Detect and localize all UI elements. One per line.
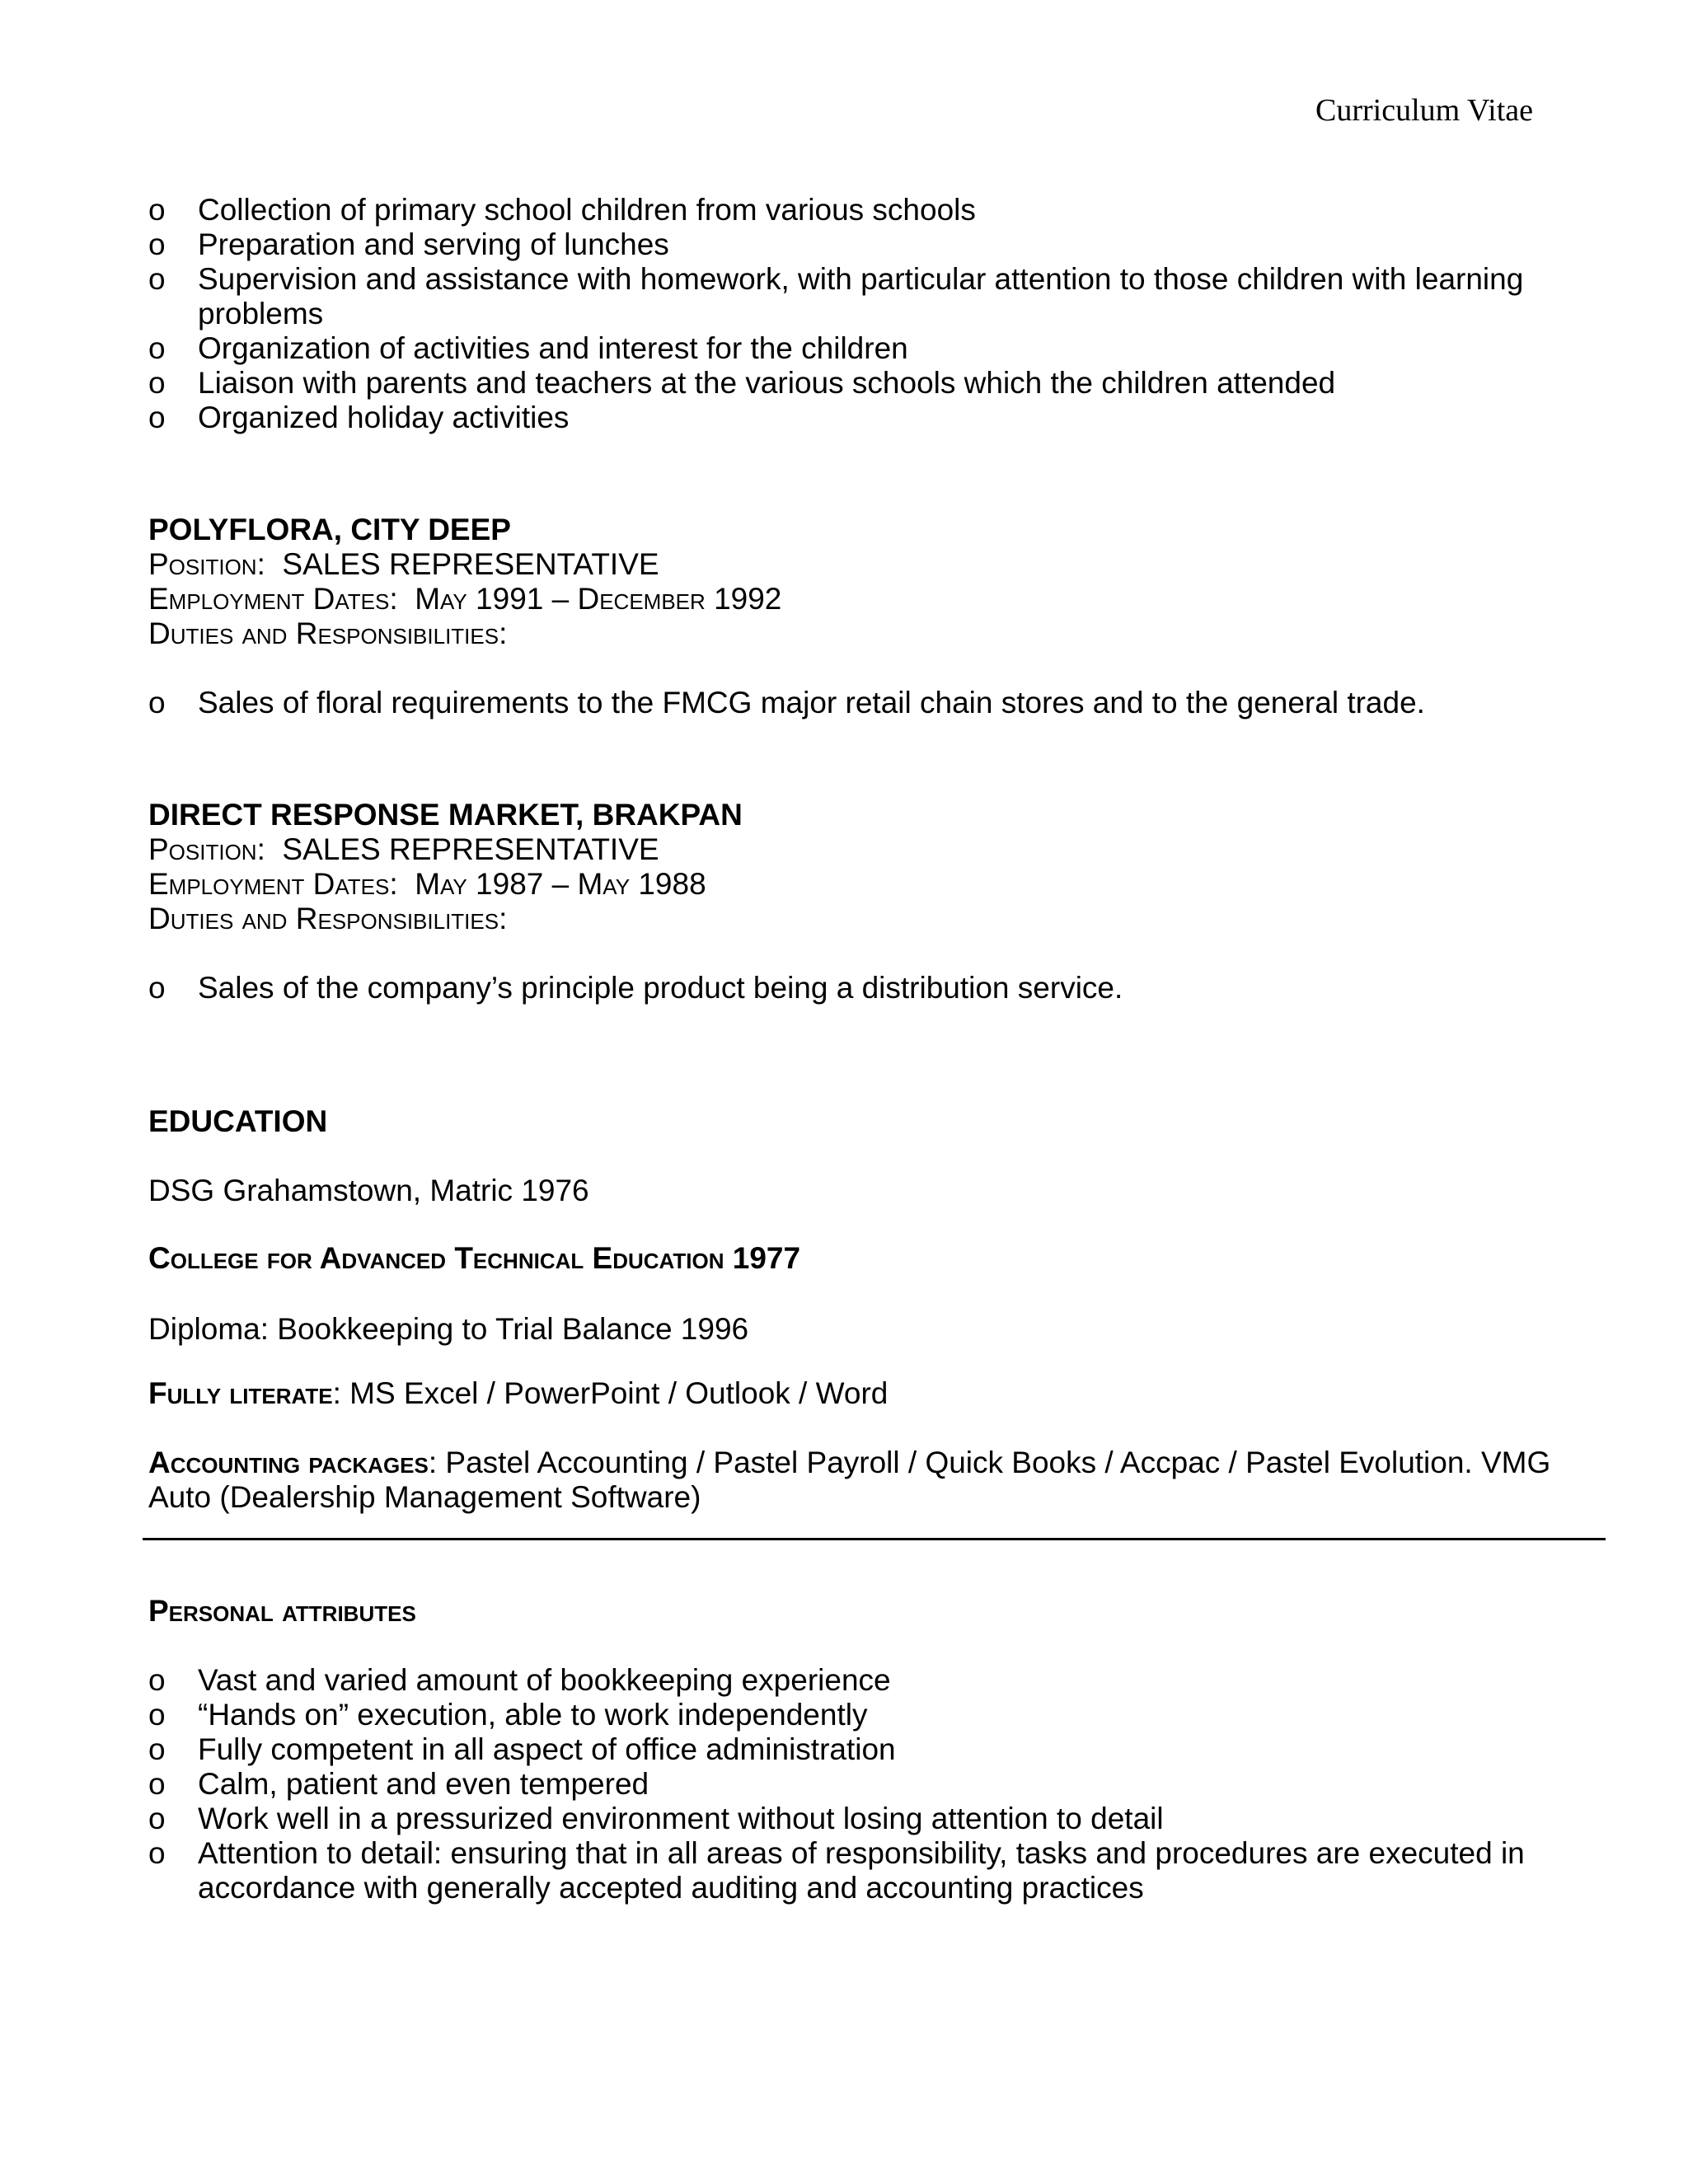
cv-content — [148, 193, 1599, 1905]
position-value: SALES REPRESENTATIVE — [282, 547, 659, 581]
duties-label: Duties and Responsibilities: — [148, 902, 508, 935]
bullet-text: Attention to detail: ensuring that in all areas of responsibility, tasks and procedures are executed in accordance with generally accepted auditing and accounting practices — [198, 1836, 1525, 1905]
bullet-icon: o — [148, 1802, 166, 1835]
education-diploma: Diploma: Bookkeeping to Trial Balance 1996 — [148, 1312, 749, 1346]
packages-value: : Pastel Accounting / Pastel Payroll / Quick Books / Accpac / Pastel Evolution. VMG Auto (Dealership Management Software) — [148, 1446, 1551, 1514]
position-value: SALES REPRESENTATIVE — [282, 832, 659, 866]
duties-list — [148, 971, 1599, 1005]
job-entry — [148, 798, 1599, 1005]
bullet-text: Liaison with parents and teachers at the various schools which the children attended — [198, 366, 1336, 400]
list-item — [148, 401, 1599, 435]
bullet-text: Organization of activities and interest for the children — [198, 331, 908, 365]
position-line — [148, 832, 1599, 867]
employer-name: POLYFLORA, CITY DEEP — [148, 513, 511, 546]
section-divider — [143, 1538, 1606, 1540]
bullet-text: Vast and varied amount of bookkeeping experience — [198, 1663, 891, 1697]
literacy-value: : MS Excel / PowerPoint / Outlook / Word — [332, 1376, 889, 1410]
list-item — [148, 686, 1599, 720]
bullet-icon: o — [148, 401, 166, 434]
bullet-text: Work well in a pressurized environment without losing attention to detail — [198, 1802, 1164, 1835]
bullet-text: Organized holiday activities — [198, 401, 570, 434]
intro-bullet-list — [148, 193, 1599, 435]
bullet-icon: o — [148, 1836, 166, 1870]
bullet-icon: o — [148, 686, 166, 719]
dates-label: Employment Dates: — [148, 867, 398, 901]
list-item — [148, 193, 1599, 227]
bullet-text: Sales of the company’s principle product being a distribution service. — [198, 971, 1123, 1005]
position-label: Position: — [148, 547, 265, 581]
bullet-icon: o — [148, 1767, 166, 1801]
dates-value: May 1987 – May 1988 — [415, 867, 706, 901]
education-section — [148, 1104, 1599, 1515]
bullet-text: Collection of primary school children from various schools — [198, 193, 976, 227]
list-item — [148, 366, 1599, 401]
bullet-icon: o — [148, 1663, 166, 1697]
list-item — [148, 1732, 1599, 1767]
list-item — [148, 1802, 1599, 1836]
list-item — [148, 1767, 1599, 1802]
list-item — [148, 227, 1599, 262]
education-school: DSG Grahamstown, Matric 1976 — [148, 1174, 589, 1207]
bullet-icon: o — [148, 1732, 166, 1766]
position-label: Position: — [148, 832, 265, 866]
job-entry — [148, 513, 1599, 720]
personal-heading: Personal attributes — [148, 1594, 416, 1628]
bullet-icon: o — [148, 971, 166, 1005]
list-item — [148, 1698, 1599, 1732]
bullet-text: Fully competent in all aspect of office administration — [198, 1732, 896, 1766]
list-item — [148, 1663, 1599, 1698]
bullet-text: Supervision and assistance with homework, with particular attention to those children with learning problems — [198, 262, 1524, 330]
packages-line — [148, 1446, 1582, 1515]
packages-label: Accounting packages — [148, 1446, 429, 1479]
bullet-text: Preparation and serving of lunches — [198, 227, 669, 261]
dates-value: May 1991 – December 1992 — [415, 582, 782, 616]
bullet-icon: o — [148, 1698, 166, 1732]
personal-section — [148, 1594, 1599, 1905]
duties-list — [148, 686, 1599, 720]
education-college: College for Advanced Technical Education 1977 — [148, 1241, 801, 1275]
position-line — [148, 547, 1599, 582]
bullet-icon: o — [148, 366, 166, 400]
personal-bullet-list — [148, 1663, 1599, 1905]
list-item — [148, 1836, 1599, 1905]
education-heading: EDUCATION — [148, 1104, 328, 1138]
bullet-text: Sales of floral requirements to the FMCG major retail chain stores and to the general trade. — [198, 686, 1425, 719]
employer-name: DIRECT RESPONSE MARKET, BRAKPAN — [148, 798, 743, 832]
bullet-icon: o — [148, 262, 166, 296]
duties-label: Duties and Responsibilities: — [148, 616, 508, 650]
dates-line — [148, 582, 1599, 616]
list-item — [148, 262, 1599, 331]
literacy-line — [148, 1376, 1599, 1411]
bullet-text: “Hands on” execution, able to work independently — [198, 1698, 868, 1732]
dates-line — [148, 867, 1599, 902]
bullet-text: Calm, patient and even tempered — [198, 1767, 649, 1801]
list-item — [148, 331, 1599, 366]
bullet-icon: o — [148, 193, 166, 227]
header-title: Curriculum Vitae — [1315, 93, 1533, 128]
list-item — [148, 971, 1599, 1005]
bullet-icon: o — [148, 331, 166, 365]
literacy-label: Fully literate — [148, 1376, 333, 1410]
dates-label: Employment Dates: — [148, 582, 398, 616]
bullet-icon: o — [148, 227, 166, 261]
